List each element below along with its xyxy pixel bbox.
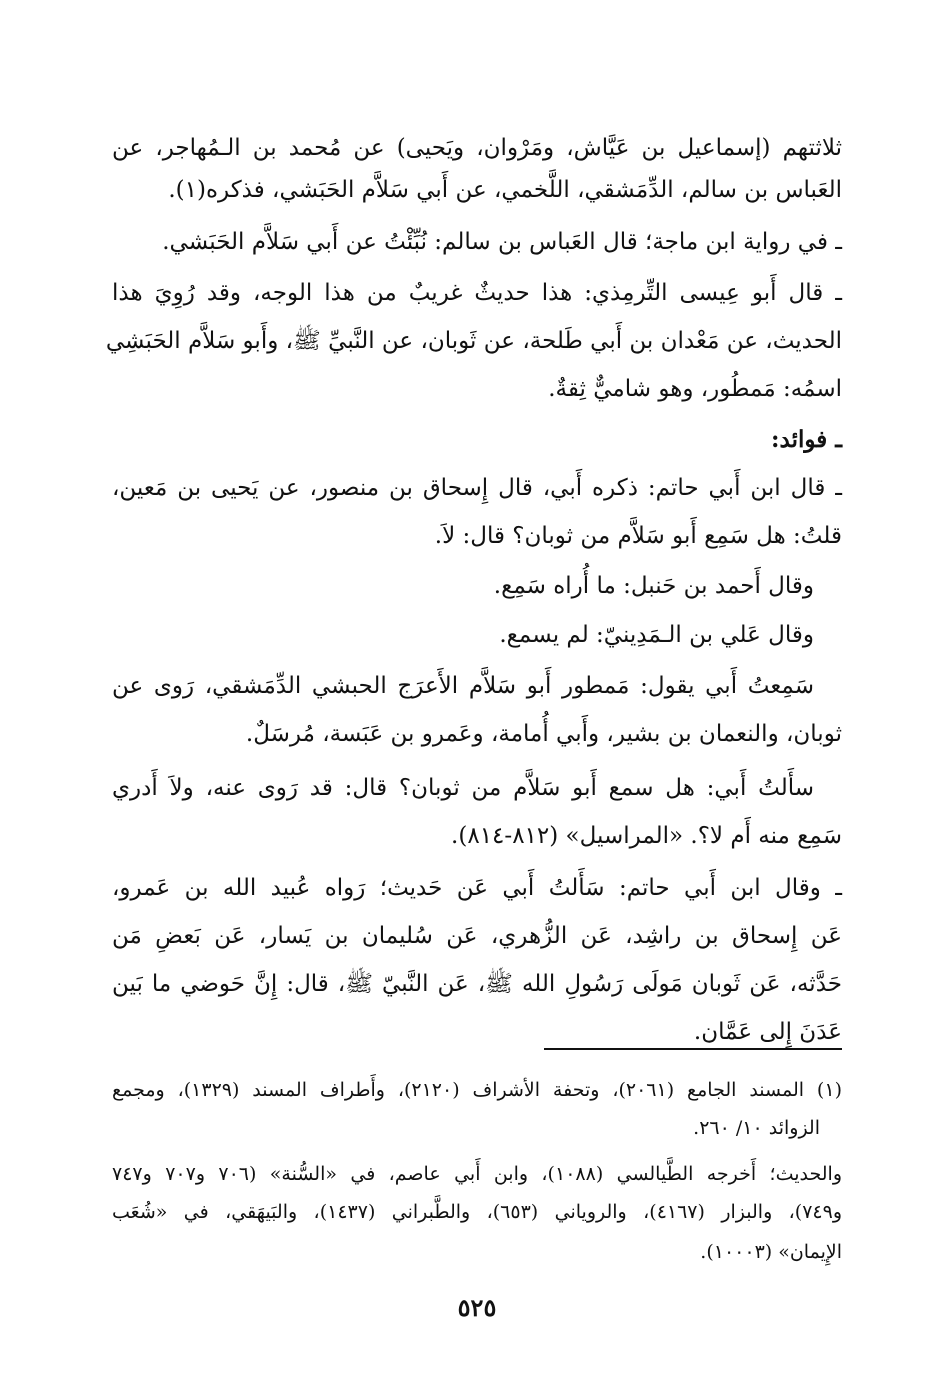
text-line: ثوبان، والنعمان بن بشير، وأَبي أُمامة، وعَمرو بن عَبَسة، مُرسَلٌ.	[245, 721, 842, 747]
text-line: ـ وقال ابن أَبي حاتم: سَأَلتُ أَبي عَن حَديث؛ رَواه عُبيد الله بن عَمرو،	[112, 875, 842, 901]
text-line: اسمُه: مَمطُور، وهو شاميٌّ ثِقةٌ.	[548, 376, 842, 402]
text-line: العَباس بن سالم، الدِّمَشقي، اللَّخمي، عن أَبي سَلاَّم الحَبَشي، فذكره(١).	[168, 177, 842, 203]
text-line: حَدَّثه، عَن ثَوبان مَولَى رَسُولِ الله ﷺ، عَن النَّبيّ ﷺ، قال: إِنَّ حَوضي ما بَين	[112, 971, 842, 997]
footnote-line: والحديث؛ أَخرجه الطَّيالسي (١٠٨٨)، وابن أَبي عاصم، في «السُّنة» (٧٠٦ و٧٠٧ و٧٤٧	[112, 1163, 843, 1185]
text-line: وقال عَلي بن الـمَدِينيّ: لم يسمع.	[499, 622, 814, 648]
text-line: وقال أَحمد بن حَنبل: ما أُراه سَمِع.	[493, 573, 814, 599]
text-line: عَدَنَ إِلى عَمَّان.	[693, 1019, 842, 1045]
footnote-line: و٧٤٩)، والبزار (٤١٦٧)، والروياني (٦٥٣)، والطَّبراني (١٤٣٧)، والبَيهَقي، في «شُعَب	[112, 1201, 843, 1223]
section-heading: ـ فوائد:	[771, 426, 842, 453]
text-line: سأَلتُ أَبي: هل سمع أَبو سَلاَّم من ثوبان؟ قال: قد رَوى عنه، ولاَ أَدري	[112, 775, 815, 801]
footnote-line: الزوائد ١٠/ ٢٦٠.	[693, 1117, 820, 1139]
footnote-line: الإِيمان» (١٠٠٠٣).	[700, 1241, 842, 1263]
text-line: قلتُ: هل سَمِع أَبو سَلاَّم من ثوبان؟ قال: لاَ.	[434, 523, 842, 549]
text-line: سَمِعتُ أَبي يقول: مَمطور أَبو سَلاَّم الأَعرَج الحبشي الدِّمَشقي، رَوى عن	[112, 673, 814, 699]
text-line: الحديث، عن مَعْدان بن أَبي طَلحة، عن ثَوبان، عن النَّبيِّ ﷺ، وأَبو سَلاَّم الحَبَشِي	[105, 328, 842, 354]
text-line: ـ في رواية ابن ماجة؛ قال العَباس بن سالم: نُبِّئْتُ عن أَبي سَلاَّم الحَبَشي.	[162, 229, 842, 255]
text-line: ـ قال أَبو عِيسى التِّرمِذي: هذا حديثٌ غريبٌ من هذا الوجه، وقد رُوِيَ هذا	[112, 280, 842, 306]
text-line: عَن إِسحاق بن راشِد، عَن الزُّهري، عَن سُليمان بن يَسار، عَن بَعضِ مَن	[112, 923, 842, 949]
text-line: سَمِع منه أَم لا؟. «المراسيل» (٨١٢-٨١٤).	[451, 823, 842, 849]
text-line: ثلاثتهم (إسماعيل بن عَيَّاش، ومَرْوان، ويَحيى) عن مُحمد بن الـمُهاجر، عن	[112, 135, 842, 161]
page-body	[105, 118, 843, 1358]
text-line: ـ قال ابن أَبي حاتم: ذكره أَبي، قال إِسحاق بن منصور، عن يَحيى بن مَعين،	[112, 475, 842, 501]
footnote-separator	[544, 1048, 842, 1050]
footnote-line: (١) المسند الجامع (٢٠٦١)، وتحفة الأشراف (٢١٢٠)، وأَطراف المسند (١٣٢٩)، ومجمع	[112, 1079, 842, 1101]
page-number: ٥٢٥	[457, 1293, 497, 1322]
